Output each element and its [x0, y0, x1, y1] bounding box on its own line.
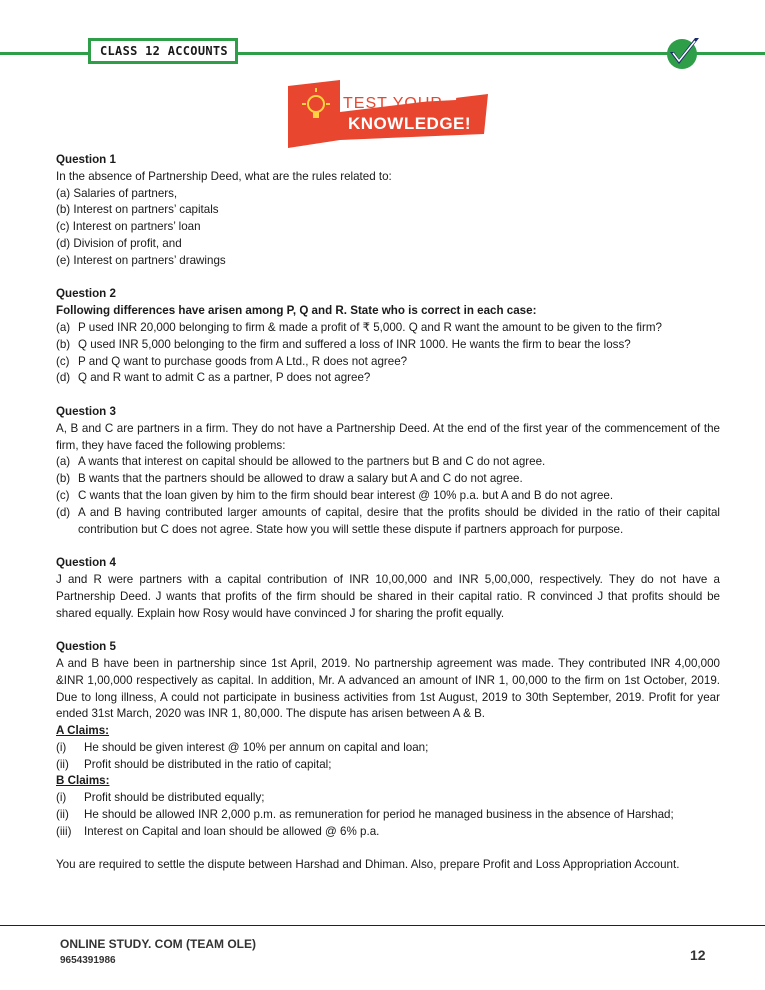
list-item	[56, 454, 720, 471]
item-label: (a)	[56, 320, 71, 334]
question-intro: J and R were partners with a capital contribution of INR 10,00,000 and INR 5,00,000, respectively. They do not have a Partnership Deed. J wants that profits of the firm should be shared in their capital ratio. R convinced J that profits should be shared equally. Explain how Rosy would have convinced J for sharing the profit equally.	[56, 572, 720, 620]
item-text: B wants that the partners should be allowed to draw a salary but A and C do not agree.	[78, 472, 523, 486]
footer-site-name: ONLINE STUDY. COM (TEAM OLE)	[60, 937, 256, 951]
item-text: He should be given interest @ 10% per annum on capital and loan;	[84, 740, 429, 754]
item-text: A wants that interest on capital should be allowed to the partners but B and C do not agree.	[78, 455, 546, 469]
question-title: Question 1	[56, 153, 116, 166]
questions-body	[56, 152, 720, 874]
item-label: (a)	[56, 455, 71, 469]
item-text: Profit should be distributed equally;	[84, 791, 265, 805]
question-closing: You are required to settle the dispute between Harshad and Dhiman. Also, prepare Profit and Loss Appropriation Account.	[56, 858, 680, 872]
list-item	[56, 354, 720, 371]
footer-phone: 9654391986	[60, 955, 116, 966]
item-text: P and Q want to purchase goods from A Ltd., R does not agree?	[78, 354, 408, 368]
banner-line-2: KNOWLEDGE!	[348, 114, 472, 133]
item-label: (d)	[56, 371, 71, 385]
list-item	[56, 740, 720, 757]
list-item: (c) Interest on partners’ loan	[56, 220, 201, 234]
class-badge: CLASS 12 ACCOUNTS	[88, 38, 238, 64]
item-label: (b)	[56, 472, 71, 486]
item-label: (ii)	[56, 808, 69, 822]
question-intro: In the absence of Partnership Deed, what are the rules related to:	[56, 169, 392, 183]
item-text: P used INR 20,000 belonging to firm & made a profit of ₹ 5,000. Q and R want the amount to be given to the firm?	[78, 320, 662, 334]
item-label: (ii)	[56, 757, 69, 771]
list-item	[56, 807, 720, 824]
list-item: (e) Interest on partners’ drawings	[56, 253, 226, 267]
banner-line-1: TEST YOUR	[343, 95, 443, 112]
list-item: (d) Division of profit, and	[56, 236, 182, 250]
question-intro: A, B and C are partners in a firm. They do not have a Partnership Deed. At the end of the first year of the commencement of the firm, they have faced the following problems:	[56, 421, 720, 452]
item-label: (c)	[56, 488, 70, 502]
item-text: C wants that the loan given by him to the firm should bear interest @ 10% p.a. but A and B do not agree.	[78, 488, 614, 502]
checkmark-logo-icon	[662, 32, 702, 72]
list-item	[56, 370, 720, 387]
item-label: (b)	[56, 337, 71, 351]
item-label: (d)	[56, 505, 71, 519]
footer-rule	[0, 925, 765, 926]
item-label: (i)	[56, 791, 67, 805]
list-item	[56, 824, 720, 841]
a-claims-heading: A Claims:	[56, 724, 110, 738]
page-number: 12	[690, 947, 706, 963]
list-item: (b) Interest on partners’ capitals	[56, 203, 219, 217]
question-title: Question 3	[56, 404, 116, 418]
item-text: A and B having contributed larger amounts of capital, desire that the profits should be divided in the ratio of their capital contribution but C does not agree. State how you will settle these dispute if partners approach for purpose.	[78, 505, 720, 536]
question-title: Question 2	[56, 287, 116, 301]
list-item	[56, 337, 720, 354]
item-text: Profit should be distributed in the ratio of capital;	[84, 757, 332, 771]
list-item	[56, 790, 720, 807]
item-text: Q used INR 5,000 belonging to the firm and suffered a loss of INR 1000. He wants the firm to bear the loss?	[78, 337, 631, 351]
question-title: Question 4	[56, 556, 116, 570]
question-intro: A and B have been in partnership since 1st April, 2019. No partnership agreement was made. They contributed INR 4,00,000 &INR 1,00,000 respectively as capital. In addition, Mr. A advanced an amount of INR 1, 00,000 to the firm on 1st October, 2019. Due to long illness, A could not participate in business activities from 1st August, 2019 to 30th September, 2019. Profit for year ended 31st March, 2020 was INR 1, 80,000. The dispute has arisen between A & B.	[56, 656, 720, 721]
list-item	[56, 505, 720, 539]
item-text: He should be allowed INR 2,000 p.m. as remuneration for period he managed business in the absence of Harshad;	[84, 808, 674, 822]
question-intro: Following differences have arisen among P, Q and R. State who is correct in each case:	[56, 304, 537, 318]
item-label: (iii)	[56, 824, 72, 838]
item-label: (i)	[56, 740, 67, 754]
question-title: Question 5	[56, 640, 116, 654]
list-item	[56, 757, 720, 774]
list-item: (a) Salaries of partners,	[56, 186, 178, 200]
item-text: Q and R want to admit C as a partner, P does not agree?	[78, 371, 371, 385]
list-item	[56, 320, 720, 337]
item-label: (c)	[56, 354, 70, 368]
list-item	[56, 488, 720, 505]
item-text: Interest on Capital and loan should be allowed @ 6% p.a.	[84, 824, 380, 838]
list-item	[56, 471, 720, 488]
b-claims-heading: B Claims:	[56, 774, 110, 788]
